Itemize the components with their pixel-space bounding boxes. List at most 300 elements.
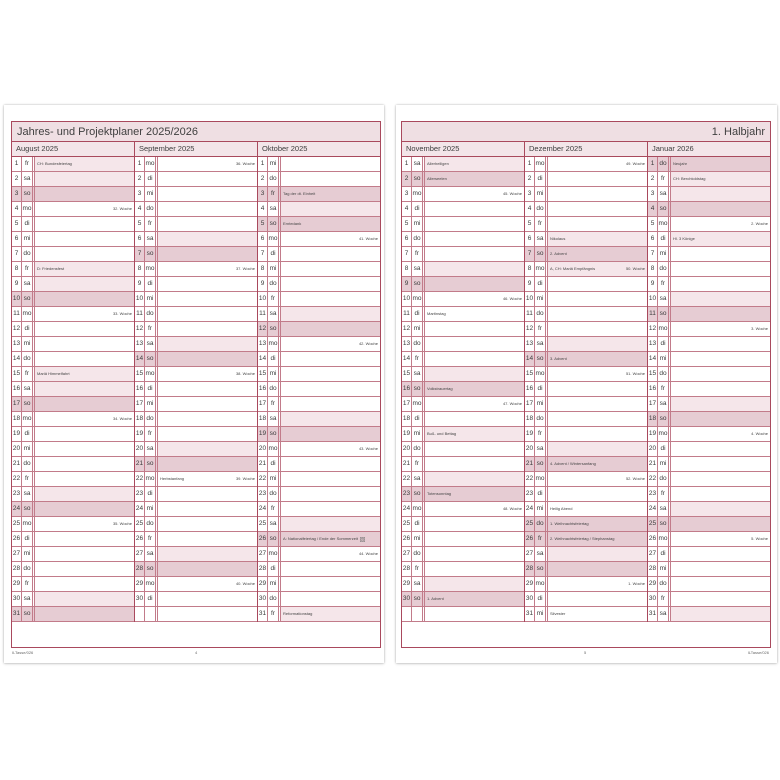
weekday: mi (535, 607, 546, 621)
month-header: September 2025 (135, 142, 257, 157)
weekday: so (658, 517, 669, 531)
day-row (525, 307, 647, 322)
planner-page-right (396, 105, 777, 663)
day-number: 6 (525, 232, 535, 246)
weekday: di (22, 532, 33, 546)
day-entry (548, 247, 647, 261)
day-row (648, 157, 770, 172)
week-number: 50. Woche (625, 266, 645, 271)
day-row (258, 352, 380, 367)
day-number: 23 (525, 487, 535, 501)
weekday: di (145, 382, 156, 396)
day-entry (425, 547, 524, 561)
weekday: do (22, 562, 33, 576)
day-entry (425, 382, 524, 396)
week-number: 52. Woche (625, 476, 645, 481)
day-row (12, 412, 134, 427)
weekday: mo (268, 442, 279, 456)
day-entry (35, 607, 134, 621)
day-row (648, 382, 770, 397)
weekday: fr (658, 487, 669, 501)
day-row (402, 457, 524, 472)
day-entry (671, 292, 770, 306)
weekday: di (535, 277, 546, 291)
day-number: 18 (525, 412, 535, 426)
day-row (135, 577, 257, 592)
day-number: 24 (12, 502, 22, 516)
weekday: mi (658, 457, 669, 471)
week-number: 42. Woche (358, 341, 378, 346)
day-entry (671, 562, 770, 576)
day-entry (35, 457, 134, 471)
day-entry (158, 577, 257, 591)
weekday: mo (145, 472, 156, 486)
day-number: 7 (258, 247, 268, 261)
week-number: 39. Woche (235, 476, 255, 481)
day-number: 28 (258, 562, 268, 576)
day-number: 29 (258, 577, 268, 591)
day-number: 13 (135, 337, 145, 351)
week-number: 44. Woche (358, 551, 378, 556)
day-entry (158, 502, 257, 516)
day-row (258, 307, 380, 322)
weekday: so (22, 187, 33, 201)
holiday-entry (550, 457, 596, 471)
day-row (258, 337, 380, 352)
day-row (402, 517, 524, 532)
day-number: 19 (402, 427, 412, 441)
day-number: 31 (12, 607, 22, 621)
month-header: August 2025 (12, 142, 134, 157)
day-entry (548, 307, 647, 321)
day-row (525, 337, 647, 352)
weekday: mi (145, 397, 156, 411)
day-row (258, 577, 380, 592)
holiday-entry (550, 532, 614, 546)
weekday: sa (268, 412, 279, 426)
weekday: mo (412, 292, 423, 306)
day-row (135, 547, 257, 562)
day-row (135, 352, 257, 367)
weekday: do (412, 547, 423, 561)
day-number: 9 (402, 277, 412, 291)
day-entry (281, 307, 380, 321)
weekday: di (658, 232, 669, 246)
day-number: 12 (135, 322, 145, 336)
weekday: sa (145, 442, 156, 456)
day-entry (158, 157, 257, 171)
weekday: mi (22, 547, 33, 561)
holiday-note: Silvester (550, 611, 566, 616)
day-entry (281, 472, 380, 486)
day-number: 28 (135, 562, 145, 576)
day-row (525, 532, 647, 547)
weekday: fr (22, 367, 33, 381)
day-number: 18 (12, 412, 22, 426)
day-number: 8 (12, 262, 22, 276)
weekday: mi (658, 352, 669, 366)
holiday-entry (427, 157, 449, 171)
day-row (135, 232, 257, 247)
week-number: 46. Woche (502, 296, 522, 301)
weekday: mo (535, 262, 546, 276)
weekday: sa (535, 337, 546, 351)
day-entry (158, 187, 257, 201)
weekday: mo (535, 577, 546, 591)
day-row (12, 217, 134, 232)
day-row (525, 247, 647, 262)
day-row (402, 442, 524, 457)
day-entry (158, 307, 257, 321)
weekday: mo (145, 157, 156, 171)
day-row (648, 502, 770, 517)
day-number: 18 (135, 412, 145, 426)
weekday: so (145, 247, 156, 261)
day-number: 22 (135, 472, 145, 486)
day-row (135, 562, 257, 577)
day-entry (281, 292, 380, 306)
day-number: 6 (135, 232, 145, 246)
weekday: mo (658, 217, 669, 231)
weekday: fr (412, 457, 423, 471)
week-number: 1. Woche (628, 581, 645, 586)
day-row (525, 277, 647, 292)
day-entry (425, 532, 524, 546)
week-number: 3. Woche (751, 326, 768, 331)
holiday-note: 4. Advent / Wintersanfang (550, 461, 596, 466)
weekday: so (268, 217, 279, 231)
planner-frame (401, 121, 771, 648)
day-entry (35, 232, 134, 246)
day-entry (671, 607, 770, 621)
weekday: do (22, 352, 33, 366)
weekday: di (535, 382, 546, 396)
day-entry (425, 442, 524, 456)
weekday: di (145, 487, 156, 501)
day-entry (35, 292, 134, 306)
day-entry (671, 217, 770, 231)
weekday: so (145, 352, 156, 366)
day-row (258, 547, 380, 562)
day-row (12, 337, 134, 352)
day-row (258, 472, 380, 487)
day-entry (548, 442, 647, 456)
day-entry (158, 382, 257, 396)
day-row (258, 412, 380, 427)
day-number: 1 (258, 157, 268, 171)
day-number: 11 (525, 307, 535, 321)
weekday: so (412, 487, 423, 501)
day-number: 2 (402, 172, 412, 186)
day-row (258, 532, 380, 547)
holiday-entry (427, 382, 453, 396)
day-number: 2 (258, 172, 268, 186)
day-number: 22 (12, 472, 22, 486)
weekday: di (145, 592, 156, 606)
weekday: mo (268, 232, 279, 246)
day-entry (158, 487, 257, 501)
day-number: 18 (402, 412, 412, 426)
day-entry (425, 427, 524, 441)
weekday: fr (535, 322, 546, 336)
day-number: 31 (258, 607, 268, 621)
day-number: 4 (12, 202, 22, 216)
day-number: 20 (525, 442, 535, 456)
day-entry (158, 367, 257, 381)
day-number: 20 (135, 442, 145, 456)
weekday: fr (268, 502, 279, 516)
weekday: di (412, 307, 423, 321)
week-number: 36. Woche (235, 161, 255, 166)
day-entry (281, 187, 380, 201)
weekday: so (22, 397, 33, 411)
weekday (412, 607, 423, 621)
day-entry (35, 367, 134, 381)
day-row (258, 277, 380, 292)
day-number: 26 (648, 532, 658, 546)
day-number: 22 (525, 472, 535, 486)
day-row (135, 337, 257, 352)
day-entry (35, 307, 134, 321)
day-entry (671, 412, 770, 426)
day-entry (425, 187, 524, 201)
day-row (258, 502, 380, 517)
weekday: sa (22, 382, 33, 396)
day-entry (281, 397, 380, 411)
day-number: 31 (648, 607, 658, 621)
weekday: di (268, 562, 279, 576)
day-number: 8 (402, 262, 412, 276)
week-number: 48. Woche (502, 506, 522, 511)
day-row (648, 472, 770, 487)
day-number: 27 (648, 547, 658, 561)
day-row (258, 292, 380, 307)
weekday: so (412, 277, 423, 291)
day-row (12, 442, 134, 457)
day-number: 19 (258, 427, 268, 441)
day-entry (281, 277, 380, 291)
weekday: do (145, 517, 156, 531)
weekday: mi (268, 262, 279, 276)
weekday: so (535, 457, 546, 471)
day-entry (281, 592, 380, 606)
page-number: 4 (195, 650, 198, 655)
day-row (258, 157, 380, 172)
day-number: 1 (12, 157, 22, 171)
week-number: 34. Woche (112, 416, 132, 421)
day-entry (281, 577, 380, 591)
day-entry (548, 217, 647, 231)
weekday: do (535, 202, 546, 216)
day-number: 19 (648, 427, 658, 441)
day-row (12, 547, 134, 562)
day-entry (35, 277, 134, 291)
day-number: 30 (648, 592, 658, 606)
day-number: 10 (135, 292, 145, 306)
day-number: 12 (525, 322, 535, 336)
day-number: 22 (402, 472, 412, 486)
day-row (402, 412, 524, 427)
day-number: 24 (402, 502, 412, 516)
weekday: fr (268, 292, 279, 306)
day-entry (281, 517, 380, 531)
holiday-entry (550, 517, 589, 531)
day-row (135, 412, 257, 427)
day-row (135, 292, 257, 307)
day-entry (671, 382, 770, 396)
holiday-note: Martinstag (427, 311, 446, 316)
empty-row (402, 607, 524, 622)
day-entry (281, 412, 380, 426)
weekday: do (658, 472, 669, 486)
day-entry (425, 502, 524, 516)
day-number: 30 (135, 592, 145, 606)
week-number: 45. Woche (502, 191, 522, 196)
day-entry (425, 292, 524, 306)
day-row (525, 322, 647, 337)
day-entry (281, 382, 380, 396)
day-entry (158, 397, 257, 411)
day-row (525, 352, 647, 367)
holiday-note: A, CH: Mariä Empfängnis (550, 266, 596, 271)
day-number: 16 (135, 382, 145, 396)
weekday: di (22, 322, 33, 336)
day-row (12, 292, 134, 307)
weekday: fr (535, 532, 546, 546)
day-row (135, 277, 257, 292)
day-entry (548, 202, 647, 216)
day-entry (35, 472, 134, 486)
weekday: mo (535, 472, 546, 486)
day-entry (671, 337, 770, 351)
weekday: so (268, 322, 279, 336)
holiday-note: Neujahr (673, 161, 688, 166)
day-number: 5 (12, 217, 22, 231)
weekday: do (658, 262, 669, 276)
day-number: 1 (402, 157, 412, 171)
day-row (402, 217, 524, 232)
day-entry (548, 292, 647, 306)
day-row (648, 322, 770, 337)
day-row (525, 232, 647, 247)
day-row (258, 172, 380, 187)
holiday-note: Herbstanfang (160, 476, 185, 481)
day-row (135, 157, 257, 172)
weekday: do (658, 577, 669, 591)
weekday: mi (535, 397, 546, 411)
day-number: 28 (12, 562, 22, 576)
day-number: 29 (648, 577, 658, 591)
weekday: sa (145, 547, 156, 561)
day-entry (281, 607, 380, 621)
day-entry (35, 487, 134, 501)
day-number: 3 (648, 187, 658, 201)
day-row (648, 262, 770, 277)
day-entry (425, 607, 524, 621)
day-row (402, 382, 524, 397)
day-number: 14 (12, 352, 22, 366)
day-number: 4 (525, 202, 535, 216)
weekday: mi (412, 427, 423, 441)
weekday: fr (268, 187, 279, 201)
day-row (525, 577, 647, 592)
day-number: 21 (648, 457, 658, 471)
day-row (648, 337, 770, 352)
day-entry (425, 232, 524, 246)
day-entry (281, 532, 380, 546)
day-number: 27 (525, 547, 535, 561)
weekday: fr (658, 277, 669, 291)
day-row (135, 307, 257, 322)
day-number: 7 (648, 247, 658, 261)
day-number: 5 (402, 217, 412, 231)
weekday: sa (658, 607, 669, 621)
day-row (135, 247, 257, 262)
holiday-note: Mariä Himmelfahrt (37, 371, 70, 376)
weekday: sa (268, 202, 279, 216)
day-number: 17 (135, 397, 145, 411)
weekday: mo (412, 397, 423, 411)
week-number: 5. Woche (751, 536, 768, 541)
holiday-note: CH: Berchtoldstag (673, 176, 706, 181)
day-number: 30 (258, 592, 268, 606)
day-row (258, 202, 380, 217)
day-number: 12 (12, 322, 22, 336)
weekday: fr (535, 217, 546, 231)
day-row (258, 517, 380, 532)
weekday: sa (145, 232, 156, 246)
day-row (648, 547, 770, 562)
planner-page-left (4, 105, 384, 663)
weekday: mi (535, 502, 546, 516)
day-entry (671, 172, 770, 186)
weekday: mi (412, 532, 423, 546)
day-number: 10 (525, 292, 535, 306)
day-row (12, 232, 134, 247)
day-number: 13 (258, 337, 268, 351)
day-number: 2 (525, 172, 535, 186)
day-number: 16 (525, 382, 535, 396)
weekday: sa (22, 172, 33, 186)
day-entry (281, 367, 380, 381)
day-row (402, 277, 524, 292)
holiday-entry (283, 607, 312, 621)
weekday: so (412, 592, 423, 606)
day-entry (35, 217, 134, 231)
holiday-entry (673, 157, 687, 171)
day-row (525, 397, 647, 412)
day-row (402, 532, 524, 547)
holiday-entry (283, 532, 365, 546)
day-row (525, 562, 647, 577)
day-entry (425, 322, 524, 336)
weekday: do (412, 442, 423, 456)
day-number: 2 (12, 172, 22, 186)
day-number: 19 (135, 427, 145, 441)
day-row (12, 502, 134, 517)
day-entry (281, 247, 380, 261)
weekday: fr (22, 157, 33, 171)
weekday: di (412, 517, 423, 531)
day-entry (158, 262, 257, 276)
day-entry (671, 352, 770, 366)
day-entry (548, 397, 647, 411)
day-row (525, 487, 647, 502)
day-row (135, 187, 257, 202)
day-entry (281, 502, 380, 516)
day-number: 21 (135, 457, 145, 471)
weekday: do (22, 247, 33, 261)
